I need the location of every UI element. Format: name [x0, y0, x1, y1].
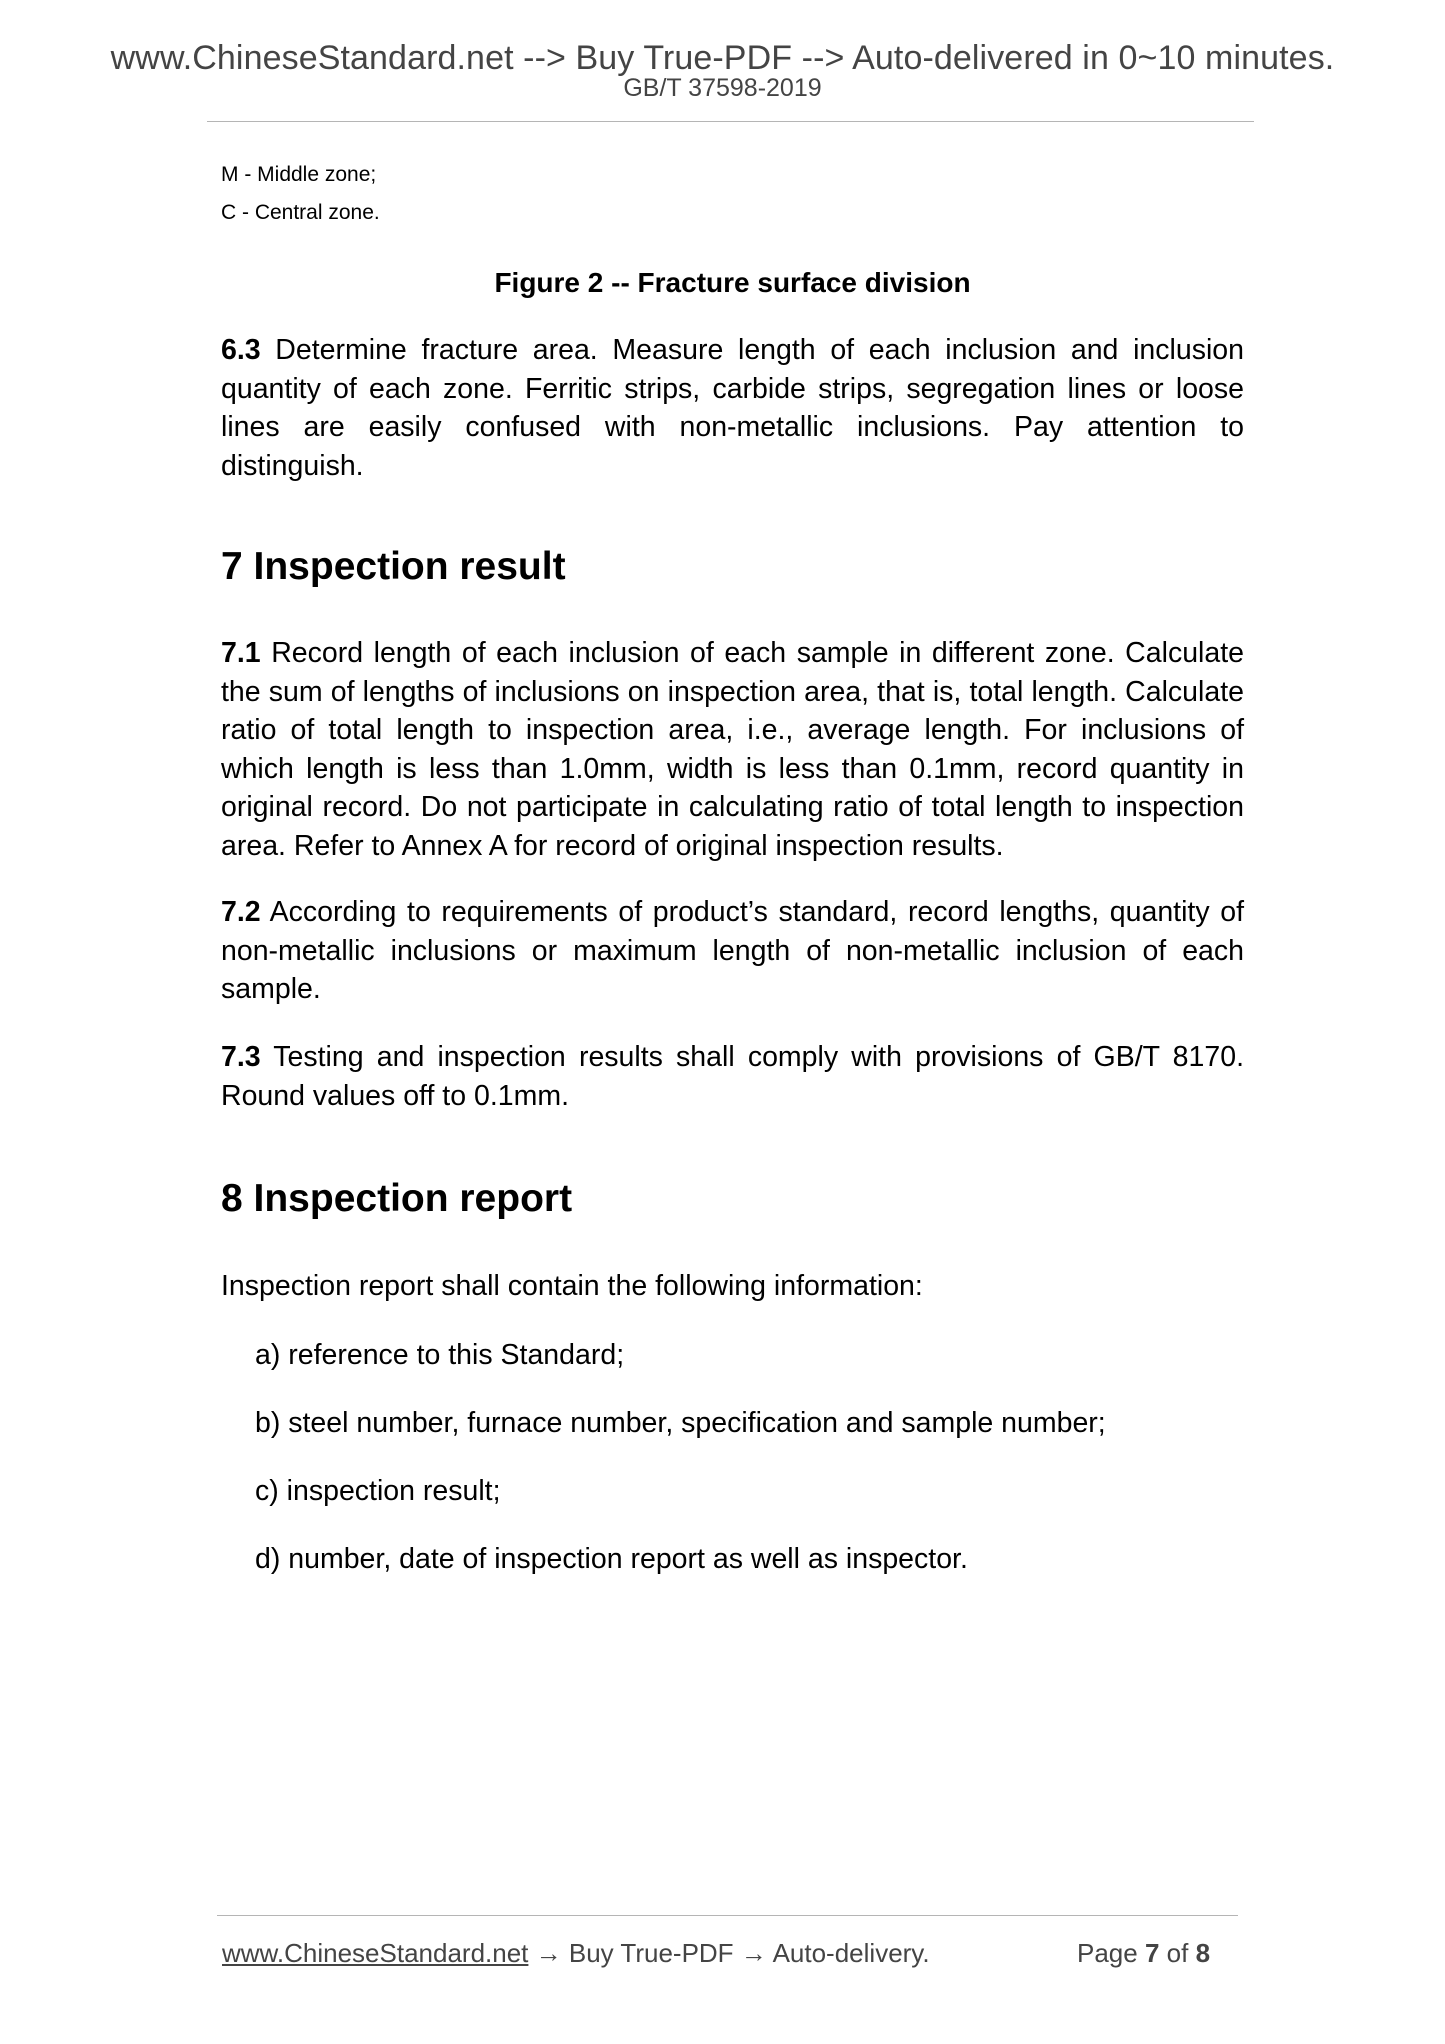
list-item: a) reference to this Standard;	[255, 1339, 625, 1371]
clause-text: Determine fracture area. Measure length of each inclusion and inclusion quantity of each zone. Ferritic strips, carbide strips, segregation lines or loose lines are easily confused with non-metallic inclusions. Pay attention to distinguish.	[221, 334, 1244, 482]
standard-code: GB/T 37598-2019	[623, 74, 822, 102]
clause-number: 7.3	[221, 1041, 261, 1073]
footer-left	[222, 1937, 930, 1969]
footer-divider	[217, 1915, 1238, 1916]
legend-middle-zone: M - Middle zone;	[221, 163, 377, 186]
header-divider	[207, 121, 1254, 122]
paragraph-6-3	[221, 331, 1244, 485]
list-item: b) steel number, furnace number, specification and sample number;	[255, 1407, 1106, 1439]
report-intro: Inspection report shall contain the following information:	[221, 1270, 923, 1302]
page-label: Page	[1077, 1938, 1145, 1968]
clause-number: 6.3	[221, 334, 261, 366]
legend-central-zone: C - Central zone.	[221, 201, 380, 224]
clause-number: 7.1	[221, 637, 261, 669]
page-current: 7	[1144, 1938, 1160, 1968]
page-total: 8	[1195, 1938, 1211, 1968]
clause-text: Testing and inspection results shall comply with provisions of GB/T 8170. Round values off to 0.1mm.	[221, 1041, 1244, 1112]
page-indicator	[1077, 1937, 1210, 1969]
section-8-heading: 8 Inspection report	[221, 1177, 573, 1220]
section-7-heading: 7 Inspection result	[221, 545, 566, 588]
figure-caption: Figure 2 -- Fracture surface division	[494, 267, 971, 298]
paragraph-7-2	[221, 893, 1244, 1009]
clause-text: According to requirements of product’s standard, record lengths, quantity of non-metallic inclusions or maximum length of non-metallic inclusion of each sample.	[221, 896, 1244, 1005]
footer-trail: → Buy True-PDF → Auto-delivery.	[528, 1938, 930, 1968]
header-banner: www.ChineseStandard.net --> Buy True-PDF --> Auto-delivered in 0~10 minutes.	[110, 39, 1335, 77]
list-item: d) number, date of inspection report as well as inspector.	[255, 1543, 968, 1575]
paragraph-7-1	[221, 634, 1244, 865]
clause-text: Record length of each inclusion of each sample in different zone. Calculate the sum of lengths of inclusions on inspection area, that is, total length. Calculate ratio of total length to inspection area, i.e., average length. For inclusions of which length is less than 1.0mm, width is less than 0.1mm, record quantity in original record. Do not participate in calculating ratio of total length to inspection area. Refer to Annex A for record of original inspection results.	[221, 637, 1244, 862]
clause-number: 7.2	[221, 896, 261, 928]
paragraph-7-3	[221, 1038, 1244, 1115]
footer-site-link[interactable]: www.ChineseStandard.net	[222, 1938, 529, 1968]
list-item: c) inspection result;	[255, 1475, 501, 1507]
of-label: of	[1159, 1938, 1196, 1968]
